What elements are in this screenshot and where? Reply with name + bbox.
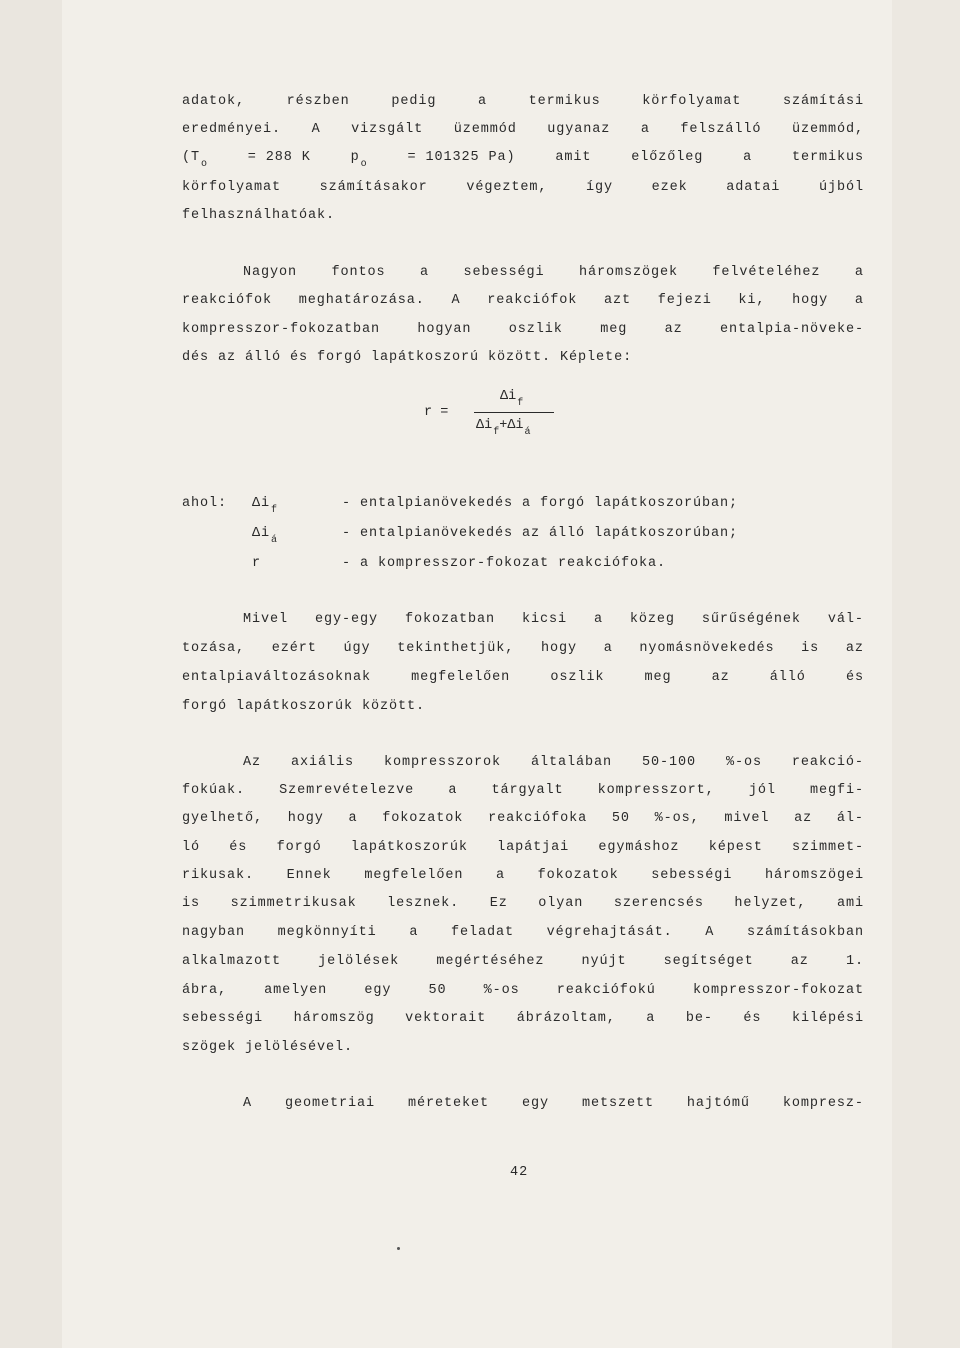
p3-line-2: tozása, ezért úgy tekinthetjük, hogy a nyomásnövekedés is az [182, 641, 864, 656]
p1-line-4: körfolyamat számításakor végeztem, így ezek adatai újból [182, 180, 864, 195]
p2-line-4: dés az álló és forgó lapátkoszorú között. Képlete: [182, 350, 633, 365]
formula-numerator: $\Delta i_f$ [500, 389, 524, 409]
p1-line-2: eredményei. A vizsgált üzemmód ugyanaz a felszálló üzemmód, [182, 122, 864, 137]
definition-1: ahol: $\Delta i_f$ - entalpianövekedés a forgó lapátkoszorúban; [182, 496, 739, 516]
p2-line-2: reakciófok meghatározása. A reakciófok azt fejezi ki, hogy a [182, 293, 864, 308]
p3-line-3: entalpiaváltozásoknak megfelelően oszlik meg az álló és [182, 670, 864, 685]
p4-line-8: alkalmazott jelölések megértéséhez nyújt segítséget az 1. [182, 954, 864, 969]
formula-denominator: $\Delta i_f+\Delta i_á$ [476, 418, 531, 438]
p3-line-4: forgó lapátkoszorúk között. [182, 699, 426, 714]
fraction-bar [474, 412, 554, 413]
reaction-degree-formula [424, 382, 584, 452]
scan-speck [397, 1247, 400, 1250]
p4-line-7: nagyban megkönnyíti a feladat végrehajtását. A számításokban [182, 925, 864, 940]
p4-line-11: szögek jelölésével. [182, 1040, 354, 1055]
formula-lhs: r = [424, 405, 449, 420]
p1-line-3: (To = 288 K po = 101325 Pa) amit előzőleg a termikus [182, 150, 864, 170]
p4-line-5: rikusak. Ennek megfelelően a fokozatok sebességi háromszögei [182, 868, 864, 883]
p4-line-4: ló és forgó lapátkoszorúk lapátjai egymáshoz képest szimmet- [182, 840, 864, 855]
p4-line-1: Az axiális kompresszorok általában 50-100 %-os reakció- [243, 755, 864, 770]
p1-line-5: felhasználhatóak. [182, 208, 336, 223]
p4-line-9: ábra, amelyen egy 50 %-os reakciófokú kompresszor-fokozat [182, 983, 864, 998]
page-number: 42 [510, 1165, 529, 1180]
page-left-margin [0, 0, 62, 1348]
p2-line-3: kompresszor-fokozatban hogyan oszlik meg az entalpia-növeke- [182, 322, 864, 337]
page-right-margin [892, 0, 960, 1348]
p5-line-1: A geometriai méreteket egy metszett hajtómű kompresz- [243, 1096, 864, 1111]
p1-line-1: adatok, részben pedig a termikus körfolyamat számítási [182, 94, 864, 109]
p4-line-6: is szimmetrikusak lesznek. Ez olyan szerencsés helyzet, ami [182, 896, 864, 911]
p4-line-10: sebességi háromszög vektorait ábrázoltam, a be- és kilépési [182, 1011, 864, 1026]
p4-line-2: fokúak. Szemrevételezve a tárgyalt kompresszort, jól megfi- [182, 783, 864, 798]
p2-line-1: Nagyon fontos a sebességi háromszögek felvételéhez a [243, 265, 864, 280]
p3-line-1: Mivel egy-egy fokozatban kicsi a közeg sűrűségének vál- [243, 612, 864, 627]
definition-3: r - a kompresszor-fokozat reakciófoka. [252, 556, 667, 571]
definition-2: $\Delta i_á$ - entalpianövekedés az álló lapátkoszorúban; [252, 526, 739, 546]
p4-line-3: gyelhető, hogy a fokozatok reakciófoka 50 %-os, mivel az ál- [182, 811, 864, 826]
